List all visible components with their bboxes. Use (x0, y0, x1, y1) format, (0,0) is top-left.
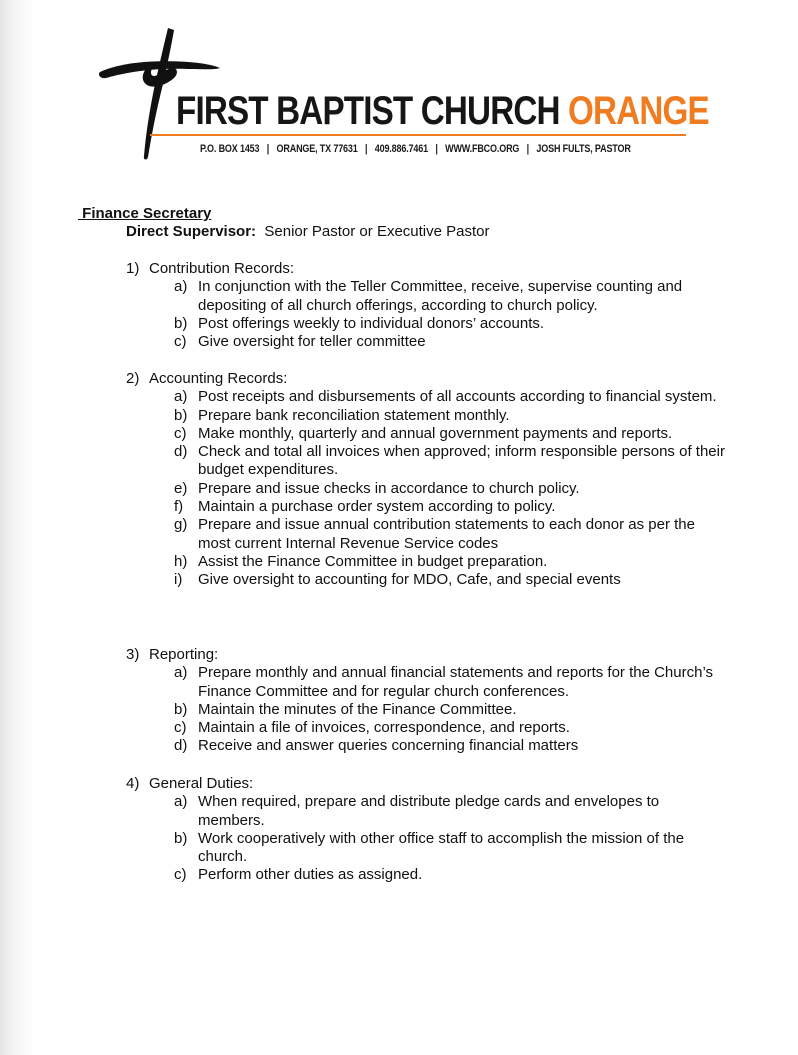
section-items (126, 278, 726, 351)
contact-city: ORANGE, TX 77631 (276, 143, 358, 155)
supervisor-value: Senior Pastor or Executive Pastor (264, 223, 490, 240)
list-item (126, 498, 726, 516)
section-heading (126, 260, 726, 278)
item-letter: a) (174, 388, 188, 406)
item-text: Assist the Finance Committee in budget preparation. (198, 552, 548, 570)
item-text: Receive and answer queries concerning financial matters (198, 737, 579, 755)
item-letter: b) (174, 829, 188, 847)
section-items (126, 664, 726, 755)
item-text: Check and total all invoices when approved; inform responsible persons of their budget expenditures. (198, 443, 725, 479)
contact-separator: | (526, 143, 530, 155)
contact-pastor: JOSH FULTS, PASTOR (536, 143, 631, 155)
item-letter: a) (174, 793, 188, 811)
contact-separator: | (435, 143, 438, 155)
section-title: Contribution Records: (149, 260, 295, 277)
list-item (126, 407, 726, 425)
letterhead-contact-line (200, 141, 631, 157)
list-item (126, 480, 726, 498)
item-letter: b) (174, 700, 188, 718)
list-item (126, 388, 726, 406)
item-letter: a) (174, 278, 188, 296)
item-text: Give oversight to accounting for MDO, Cafe, and special events (198, 571, 621, 589)
section-title: General Duties: (149, 775, 254, 792)
item-letter: i) (174, 571, 183, 589)
list-item (126, 315, 726, 333)
item-letter: f) (174, 498, 184, 516)
list-item (126, 719, 726, 737)
list-item (126, 516, 726, 553)
list-item (126, 571, 726, 589)
item-letter: c) (174, 866, 187, 884)
item-letter: b) (174, 314, 188, 332)
supervisor-label: Direct Supervisor: (126, 223, 257, 240)
section-items (126, 388, 726, 589)
item-letter: e) (174, 479, 188, 497)
section-title: Reporting: (149, 646, 219, 663)
list-item (126, 278, 726, 315)
item-letter: c) (174, 333, 187, 351)
item-text: Prepare and issue annual contribution statements to each donor as per the most current Internal Revenue Service codes (198, 516, 695, 552)
item-text: Give oversight for teller committee (198, 333, 426, 351)
item-text: Work cooperatively with other office staff to accomplish the mission of the church. (198, 829, 685, 866)
section-number: 4) (126, 775, 140, 792)
section-heading (126, 646, 726, 664)
item-letter: d) (174, 443, 188, 461)
item-text: Post receipts and disbursements of all accounts according to financial system. (198, 388, 717, 406)
contact-po-box: P.O. BOX 1453 (200, 143, 260, 155)
contact-separator: | (364, 143, 368, 155)
section-accounting-records (126, 370, 726, 590)
list-item (126, 737, 726, 755)
item-text: When required, prepare and distribute pledge cards and envelopes to members. (198, 793, 660, 829)
item-letter: g) (174, 516, 188, 534)
church-name-main: FIRST BAPTIST CHURCH (176, 89, 560, 133)
item-letter: h) (174, 552, 188, 570)
list-item (126, 333, 726, 351)
contact-separator: | (266, 143, 270, 155)
item-text: Prepare monthly and annual financial statements and reports for the Church’s Finance Committee and for regular church conferences. (198, 664, 714, 700)
list-item (126, 553, 726, 571)
section-heading (126, 370, 726, 388)
list-item (126, 830, 726, 867)
section-heading (126, 775, 726, 793)
section-reporting (126, 646, 726, 756)
document-title: Finance Secretary (78, 205, 212, 222)
list-item (126, 866, 726, 884)
section-number: 3) (126, 646, 140, 663)
item-text: Post offerings weekly to individual donors’ accounts. (198, 314, 545, 332)
section-items (126, 793, 726, 884)
supervisor-line (126, 223, 490, 241)
letterhead-divider (150, 134, 686, 136)
item-text: Make monthly, quarterly and annual government payments and reports. (198, 424, 673, 442)
list-item (126, 701, 726, 719)
section-title: Accounting Records: (149, 370, 288, 387)
item-text: Maintain a file of invoices, correspondence, and reports. (198, 719, 570, 737)
section-number: 1) (126, 260, 140, 277)
contact-website: WWW.FBCO.ORG (445, 143, 520, 155)
item-letter: b) (174, 406, 188, 424)
item-letter: c) (174, 719, 187, 737)
contact-phone: 409.886.7461 (374, 143, 428, 155)
item-text: Prepare and issue checks in accordance to church policy. (198, 479, 580, 497)
item-text: Perform other duties as assigned. (198, 866, 423, 884)
list-item (126, 425, 726, 443)
church-name-accent: ORANGE (568, 89, 709, 133)
church-name (176, 86, 709, 136)
list-item (126, 664, 726, 701)
list-item (126, 793, 726, 830)
item-letter: c) (174, 424, 187, 442)
item-text: In conjunction with the Teller Committee, receive, supervise counting and depositing of all church offerings, according to church policy. (198, 278, 683, 314)
item-letter: a) (174, 664, 188, 682)
section-number: 2) (126, 370, 140, 387)
item-letter: d) (174, 737, 188, 755)
item-text: Prepare bank reconciliation statement monthly. (198, 406, 510, 424)
list-item (126, 443, 726, 480)
section-general-duties (126, 775, 726, 885)
item-text: Maintain a purchase order system according to policy. (198, 498, 556, 516)
section-contribution-records (126, 260, 726, 351)
item-text: Maintain the minutes of the Finance Committee. (198, 700, 517, 718)
